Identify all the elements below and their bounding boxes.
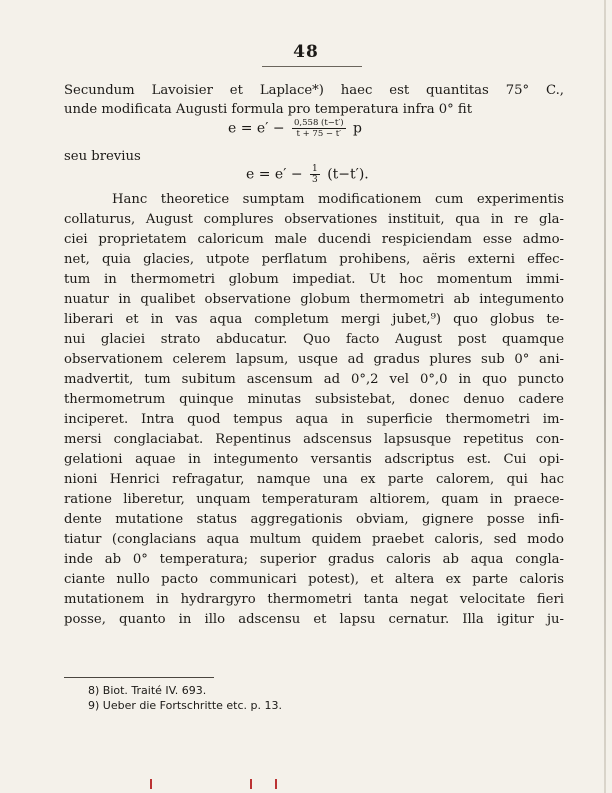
paragraph-line: observationem celerem lapsum, usque ad gradus plures sub 0° ani-: [64, 352, 564, 367]
paragraph-line: ratione liberetur, unquam temperaturam altiorem, quam in praece-: [64, 492, 564, 507]
formula-1-numerator: 0,558 (t−t′): [294, 118, 344, 128]
formula-1-fraction: [292, 118, 346, 139]
header-rule: [262, 66, 362, 67]
scan-edge-mark: [150, 779, 152, 789]
paragraph-line: collaturus, August complures observationes instituit, qua in re gla-: [64, 212, 564, 227]
formula-2-fraction: [310, 164, 320, 185]
paragraph-line: inciperet. Intra quod tempus aqua in superficie thermometri im-: [64, 412, 564, 427]
page-edge-shadow: [604, 0, 606, 793]
paragraph-line: ciei proprietatem caloricum male ducendi respiciendam esse admo-: [64, 232, 564, 247]
text-line: unde modificata Augusti formula pro temperatura infra 0° fit: [64, 102, 473, 117]
formula-2-denominator: 3: [312, 175, 318, 185]
formula-1-rhs: p: [353, 120, 362, 137]
text-line: seu brevius: [64, 149, 141, 164]
formula-1-lhs: e = e′ −: [228, 120, 285, 137]
paragraph-line: liberari et in vas aqua completum mergi jubet,⁹) quo globus te-: [64, 312, 564, 327]
formula-2-numerator: 1: [312, 164, 318, 174]
footnote-9: 9) Ueber die Fortschritte etc. p. 13.: [88, 699, 282, 712]
paragraph-line: Hanc theoretice sumptam modificationem cum experimentis: [112, 192, 564, 207]
page-number: 48: [293, 42, 319, 62]
formula-1-denominator: t + 75 − t′: [296, 129, 342, 139]
paragraph-line: tum in thermometri globum impediat. Ut hoc momentum immi-: [64, 272, 564, 287]
paragraph-line: thermometrum quinque minutas subsistebat, donec denuo cadere: [64, 392, 564, 407]
paragraph-line: inde ab 0° temperatura; superior gradus caloris ab aqua congla-: [64, 552, 564, 567]
paragraph-line: nui glaciei strato abducatur. Quo facto August post quamque: [64, 332, 564, 347]
paragraph-line: nioni Henrici refragatur, namque una ex parte calorem, qui hac: [64, 472, 564, 487]
paragraph-line: tiatur (conglacians aqua multum quidem praebet caloris, sed modo: [64, 532, 564, 547]
scan-edge-mark: [250, 779, 252, 789]
paragraph-line: mersi conglaciabat. Repentinus adscensus lapsusque repetitus con-: [64, 432, 564, 447]
formula-2: [246, 164, 369, 185]
paragraph-line: madvertit, tum subitum ascensum ad 0°,2 vel 0°,0 in quo puncto: [64, 372, 564, 387]
paragraph-line: gelationi aquae in integumento versantis adscriptus est. Cui opi-: [64, 452, 564, 467]
formula-2-rhs: (t−t′).: [327, 166, 369, 183]
paragraph-line: net, quia glacies, utpote perflatum prohibens, aëris externi effec-: [64, 252, 564, 267]
scan-edge-mark: [275, 779, 277, 789]
paragraph-line: posse, quanto in illo adscensu et lapsu cernatur. Illa igitur ju-: [64, 612, 564, 627]
paragraph-line: dente mutatione status aggregationis obviam, gignere posse infi-: [64, 512, 564, 527]
text-line: Secundum Lavoisier et Laplace*) haec est quantitas 75° C.,: [64, 83, 564, 98]
paragraph-line: ciante nullo pacto communicari potest), et altera ex parte caloris: [64, 572, 564, 587]
paragraph-line: nuatur in qualibet observatione globum thermometri ab integumento: [64, 292, 564, 307]
formula-1: [228, 118, 362, 139]
formula-2-lhs: e = e′ −: [246, 166, 303, 183]
paragraph-line: mutationem in hydrargyro thermometri tanta negat velocitate fieri: [64, 592, 564, 607]
footnote-rule: [64, 677, 214, 678]
footnote-8: 8) Biot. Traité IV. 693.: [88, 684, 207, 697]
